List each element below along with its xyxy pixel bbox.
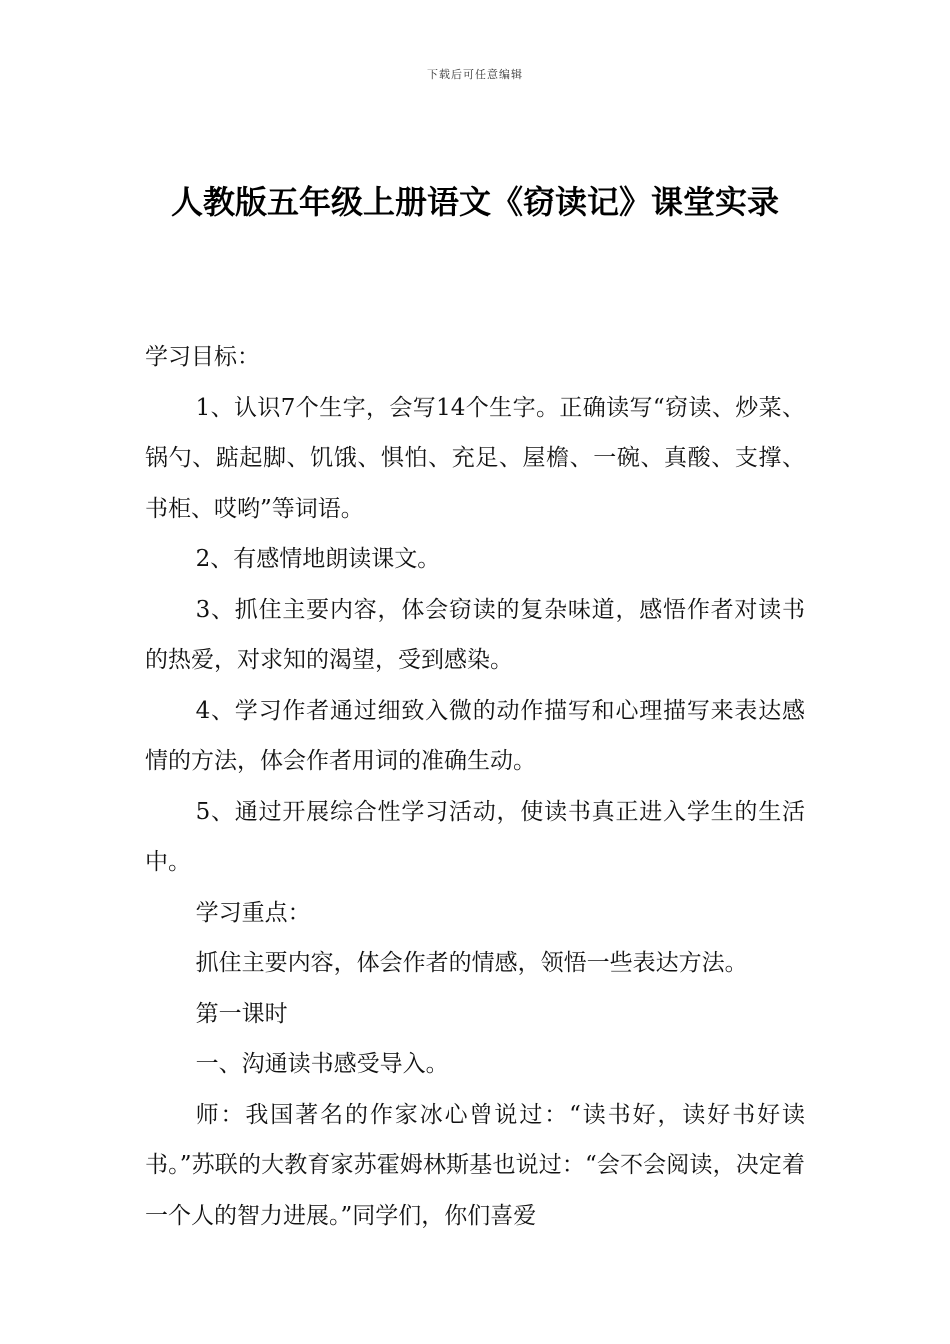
- objective-2: 2、有感情地朗读课文。: [195, 546, 441, 572]
- header-note: 下载后可任意编辑: [427, 68, 523, 81]
- objective-4: 4、学习作者通过细致入微的动作描写和心理描写来表达感情的方法，体会作者用词的准确生动。: [145, 697, 805, 774]
- section-heading: 学习目标：: [145, 344, 260, 370]
- document-body: [145, 332, 805, 1241]
- lesson-label: 第一课时: [195, 1000, 288, 1027]
- objective-1: 1、认识7个生字，会写14个生字。正确读写“窃读、炒菜、锅勺、踮起脚、饥饿、惧怕、充足、屋檐、一碗、真酸、支撑、书柜、哎哟”等词语。: [145, 394, 805, 522]
- key-points-heading: 学习重点：: [195, 899, 311, 926]
- step-one-heading: 一、沟通读书感受导入。: [195, 1051, 449, 1077]
- key-points-text: 抓住主要内容，体会作者的情感，领悟一些表达方法。: [195, 950, 748, 976]
- document-title: 人教版五年级上册语文《窃读记》课堂实录: [170, 183, 779, 221]
- objective-3: 3、抓住主要内容，体会窃读的复杂味道，感悟作者对读书的热爱，对求知的渴望，受到感染。: [145, 596, 805, 673]
- teacher-speech: 师：我国著名的作家冰心曾说过：“读书好，读好书好读书。”苏联的大教育家苏霍姆林斯基也说过：“会不会阅读，决定着一个人的智力进展。”同学们，你们喜爱: [145, 1101, 805, 1229]
- objective-5: 5、通过开展综合性学习活动，使读书真正进入学生的生活中。: [145, 798, 805, 875]
